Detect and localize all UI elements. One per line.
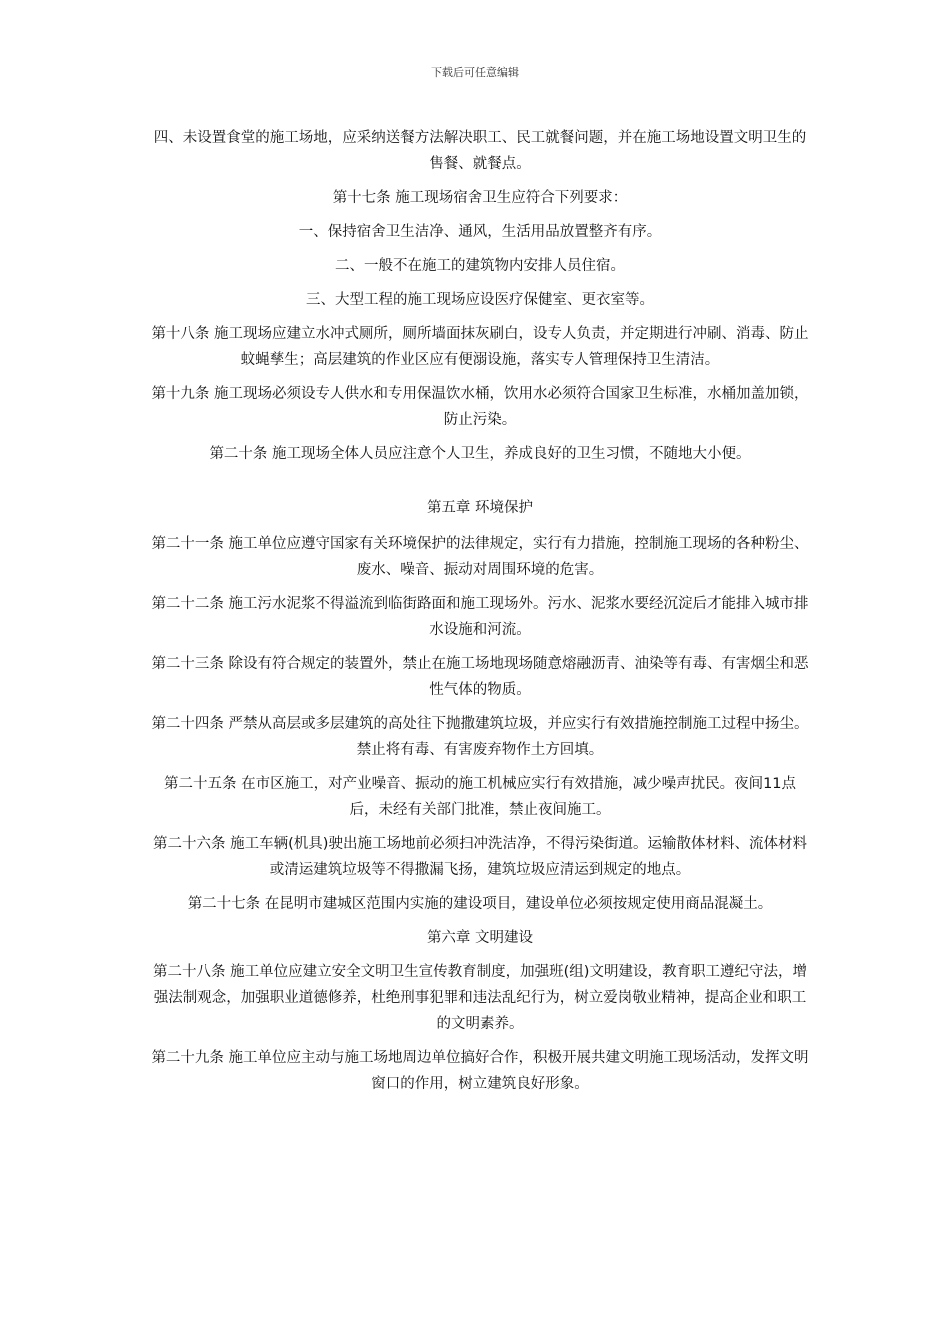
document-body: [150, 125, 810, 1105]
list-item: 三、大型工程的施工现场应设医疗保健室、更衣室等。: [306, 292, 654, 308]
list-item: 二、一般不在施工的建筑物内安排人员住宿。: [335, 258, 625, 274]
article-paragraph: 第二十六条 施工车辆(机具)驶出施工场地前必须扫冲洗洁净，不得污染街道。运输散体材料、流体材料或清运建筑垃圾等不得撒漏飞扬，建筑垃圾应清运到规定的地点。: [153, 836, 807, 878]
article-paragraph: 第十八条 施工现场应建立水冲式厕所，厕所墙面抹灰刷白，设专人负责，并定期进行冲刷、消毒、防止蚊蝇孳生；高层建筑的作业区应有便溺设施，落实专人管理保持卫生清洁。: [151, 326, 809, 368]
article-paragraph: 第十九条 施工现场必须设专人供水和专用保温饮水桶，饮用水必须符合国家卫生标准，水桶加盖加锁，防止污染。: [151, 386, 809, 428]
article-paragraph: 第二十条 施工现场全体人员应注意个人卫生，养成良好的卫生习惯，不随地大小便。: [209, 446, 751, 462]
paragraph: 四、未设置食堂的施工场地，应采纳送餐方法解决职工、民工就餐问题，并在施工场地设置文明卫生的售餐、就餐点。: [153, 130, 807, 172]
page-header: 下载后可任意编辑: [431, 66, 519, 79]
article-paragraph: 第二十八条 施工单位应建立安全文明卫生宣传教育制度，加强班(组)文明建设，教育职工遵纪守法，增强法制观念，加强职业道德修养，杜绝刑事犯罪和违法乱纪行为，树立爱岗敬业精神，提高企业和职工的文明素养。: [153, 964, 807, 1032]
article-paragraph: 第二十二条 施工污水泥浆不得溢流到临街路面和施工现场外。污水、泥浆水要经沉淀后才能排入城市排水设施和河流。: [151, 596, 809, 638]
chapter-title: 第六章 文明建设: [426, 930, 534, 946]
article-paragraph: 第二十三条 除设有符合规定的装置外，禁止在施工场地现场随意熔融沥青、油染等有毒、有害烟尘和恶性气体的物质。: [151, 656, 809, 698]
list-item: 一、保持宿舍卫生洁净、通风，生活用品放置整齐有序。: [298, 224, 662, 240]
article-paragraph: 第二十五条 在市区施工，对产业噪音、振动的施工机械应实行有效措施，减少噪声扰民。夜间11点后，未经有关部门批准，禁止夜间施工。: [163, 776, 797, 818]
article-paragraph: 第二十一条 施工单位应遵守国家有关环境保护的法律规定，实行有力措施，控制施工现场的各种粉尘、废水、噪音、振动对周围环境的危害。: [151, 536, 809, 578]
article-paragraph: 第二十七条 在昆明市建城区范围内实施的建设项目，建设单位必须按规定使用商品混凝土。: [187, 896, 773, 912]
article-paragraph: 第二十九条 施工单位应主动与施工场地周边单位搞好合作，积极开展共建文明施工现场活动，发挥文明窗口的作用，树立建筑良好形象。: [151, 1050, 809, 1092]
article-title: 第十七条 施工现场宿舍卫生应符合下列要求：: [332, 190, 628, 206]
article-paragraph: 第二十四条 严禁从高层或多层建筑的高处往下抛撒建筑垃圾，并应实行有效措施控制施工过程中扬尘。禁止将有毒、有害废弃物作土方回填。: [151, 716, 809, 758]
chapter-title: 第五章 环境保护: [426, 500, 534, 516]
